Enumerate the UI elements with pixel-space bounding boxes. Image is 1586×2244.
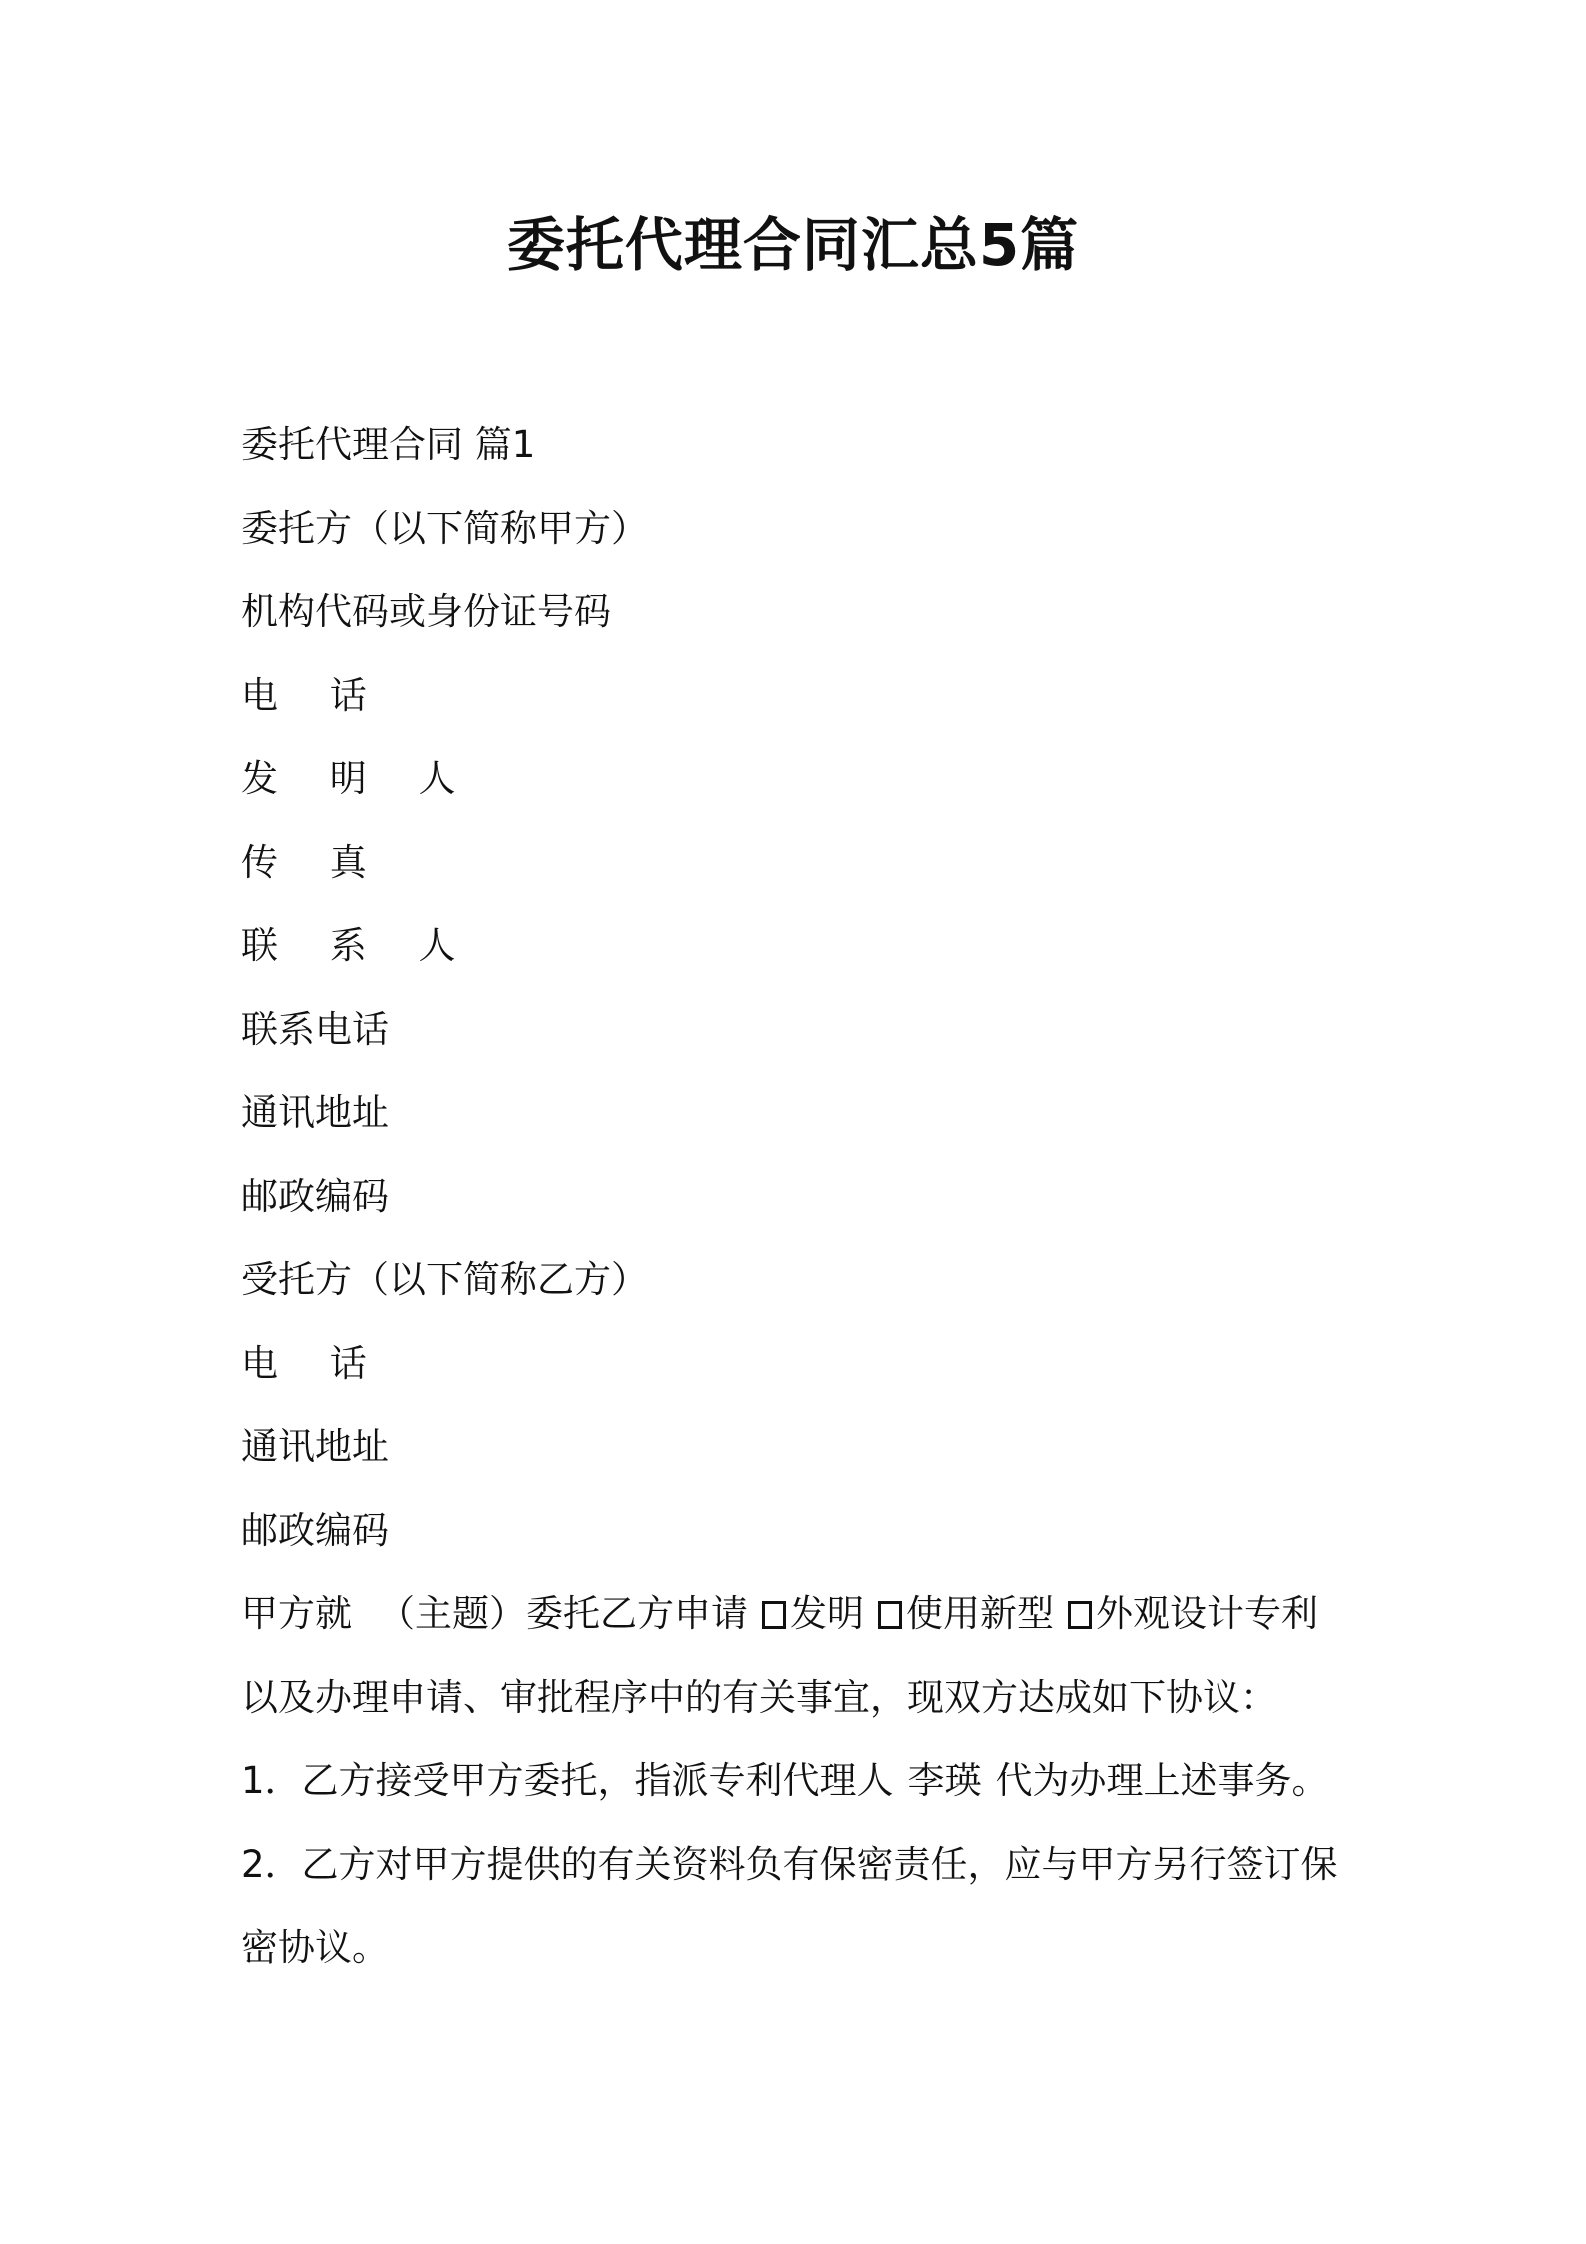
checkbox-design-patent[interactable] (1068, 1601, 1092, 1629)
clause-intro-subject: （主题）委托乙方申请 (378, 1592, 748, 1635)
org-code-label: 机构代码或身份证号码 (241, 590, 611, 633)
fax-label: 传 真 (241, 840, 387, 884)
option-invention: 发明 (790, 1592, 864, 1635)
phone-label-client: 电 话 (241, 673, 387, 717)
clause-intro (241, 1572, 1361, 1656)
clause-1 (241, 1739, 1361, 1823)
document-body (241, 403, 1361, 1990)
inventor-label: 发 明 人 (241, 757, 476, 800)
clause-2-line-1: 2．乙方对甲方提供的有关资料负有保密责任，应与甲方另行签订保 (241, 1842, 1338, 1886)
option-design-patent: 外观设计专利 (1096, 1592, 1318, 1635)
agent-party-label: 受托方（以下简称乙方） (241, 1258, 648, 1301)
postcode-label-client: 邮政编码 (241, 1174, 389, 1218)
address-label-agent: 通讯地址 (241, 1425, 389, 1468)
clause-2-line-2: 密协议。 (241, 1926, 389, 1969)
checkbox-invention[interactable] (762, 1601, 786, 1629)
clause-1-text-before: 1．乙方接受甲方委托，指派专利代理人 (241, 1759, 894, 1802)
agent-name: 李瑛 (907, 1759, 982, 1802)
contact-phone-label: 联系电话 (241, 1007, 389, 1051)
phone-label-agent: 电 话 (241, 1341, 387, 1385)
clause-1-text-after: 代为办理上述事务。 (995, 1759, 1329, 1802)
address-label-client: 通讯地址 (241, 1091, 389, 1134)
document-title: 委托代理合同汇总5篇 (506, 211, 1080, 279)
client-party-label: 委托方（以下简称甲方） (241, 506, 648, 550)
section-heading: 委托代理合同 篇1 (241, 423, 536, 466)
clause-intro-continuation: 以及办理申请、审批程序中的有关事宜，现双方达成如下协议： (241, 1675, 1277, 1719)
clause-intro-prefix: 甲方就 (241, 1592, 352, 1635)
option-utility-model: 使用新型 (906, 1592, 1054, 1635)
checkbox-utility-model[interactable] (878, 1601, 902, 1629)
contact-person-label: 联 系 人 (241, 924, 476, 967)
postcode-label-agent: 邮政编码 (241, 1508, 389, 1552)
